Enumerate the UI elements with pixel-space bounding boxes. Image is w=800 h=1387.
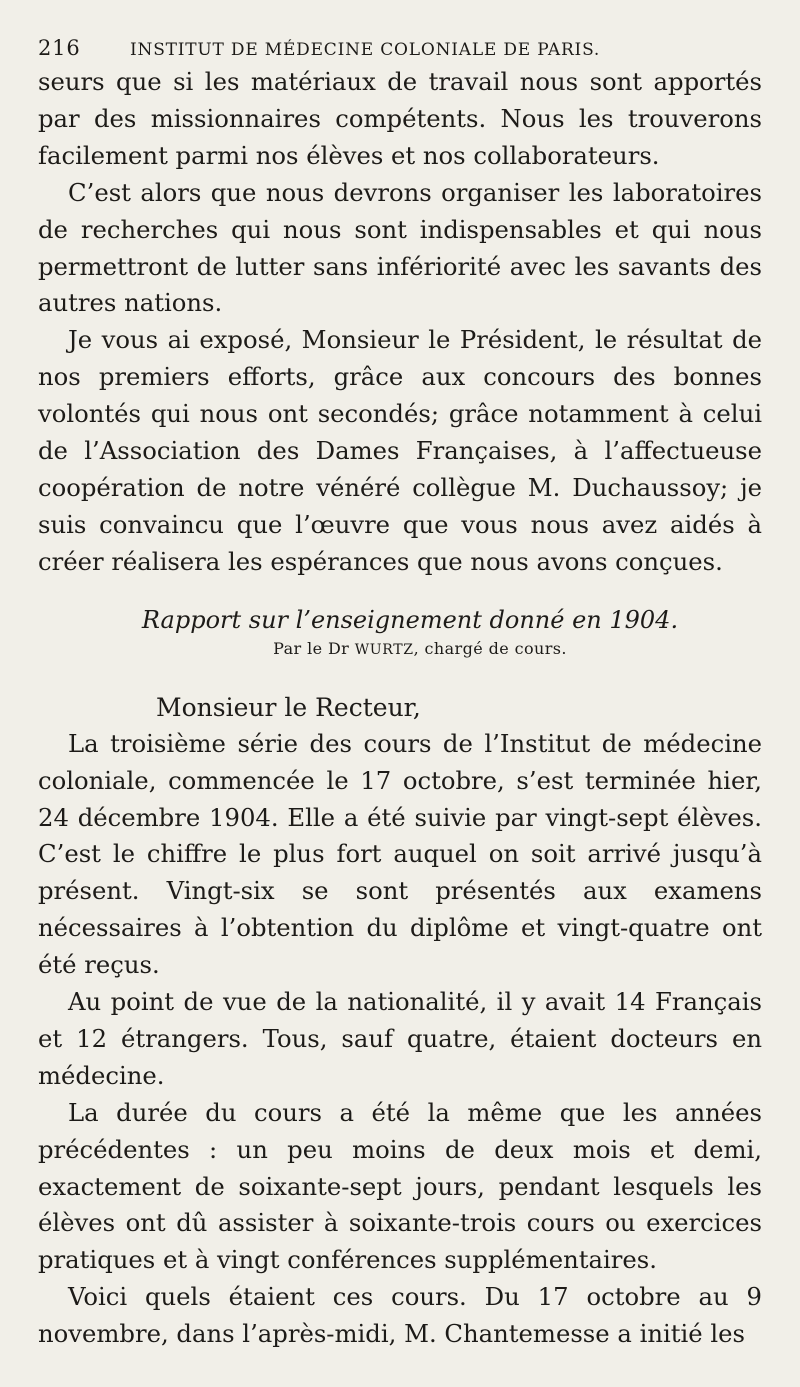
paragraph-third-series: La troisième série des cours de l’Institut de médecine coloniale, commencée le 17 octobre, s’est terminée hier, 24 décembre 1904. Elle a été suivie par vingt-sept élèves. C’est le chiffre le plus fort auquel on soit arrivé jusqu’à présent. Vingt-six se sont présentés aux examens nécessaires à l’obtention du diplôme et vingt-quatre ont été reçus. [38, 728, 762, 980]
paragraph-continuation: seurs que si les matériaux de travail nous sont apportés par des missionnaires compétents. Nous les trouverons facilement parmi nos élèves et nos collaborateurs. [38, 67, 762, 170]
paragraph-courses: Voici quels étaient ces cours. Du 17 octobre au 9 novembre, dans l’après-midi, M. Chantemesse a initié les [38, 1282, 762, 1349]
salutation: Monsieur le Recteur, [156, 692, 421, 722]
running-header [38, 28, 762, 64]
byline-prefix: Par le Dr [273, 638, 355, 658]
byline [38, 637, 762, 662]
paragraph-laboratories: C’est alors que nous devrons organiser les laboratoires de recherches qui nous sont indispensables et qui nous permettront de lutter sans infériorité avec les savants des autres nations. [38, 177, 762, 318]
running-title: INSTITUT DE MÉDECINE COLONIALE DE PARIS. [130, 40, 601, 60]
paragraph-duration: La durée du cours a été la même que les années précédentes : un peu moins de deux mois et demi, exactement de soixante-sept jours, pendant lesquels les élèves ont dû assister à soixante-trois cours ou exercices pratiques et à vingt conférences supplémentaires. [38, 1097, 762, 1275]
author-name: WURTZ [354, 641, 414, 658]
page-number: 216 [38, 36, 81, 60]
book-page [38, 28, 762, 1353]
byline-suffix: , chargé de cours. [413, 638, 567, 658]
paragraph-nationality: Au point de vue de la nationalité, il y avait 14 Français et 12 étrangers. Tous, sauf quatre, étaient docteurs en médecine. [38, 987, 762, 1090]
paragraph-efforts: Je vous ai exposé, Monsieur le Président, le résultat de nos premiers efforts, grâce aux concours des bonnes volontés qui nous ont secondés; grâce notamment à celui de l’Association des Dames Françaises, à l’affectueuse coopération de notre vénéré collègue M. Duchaussoy; je suis convaincu que l’œuvre que vous nous avez aidés à créer réalisera les espérances que nous avons conçues. [38, 325, 762, 576]
section-title: Rapport sur l’enseignement donné en 1904. [141, 605, 679, 634]
